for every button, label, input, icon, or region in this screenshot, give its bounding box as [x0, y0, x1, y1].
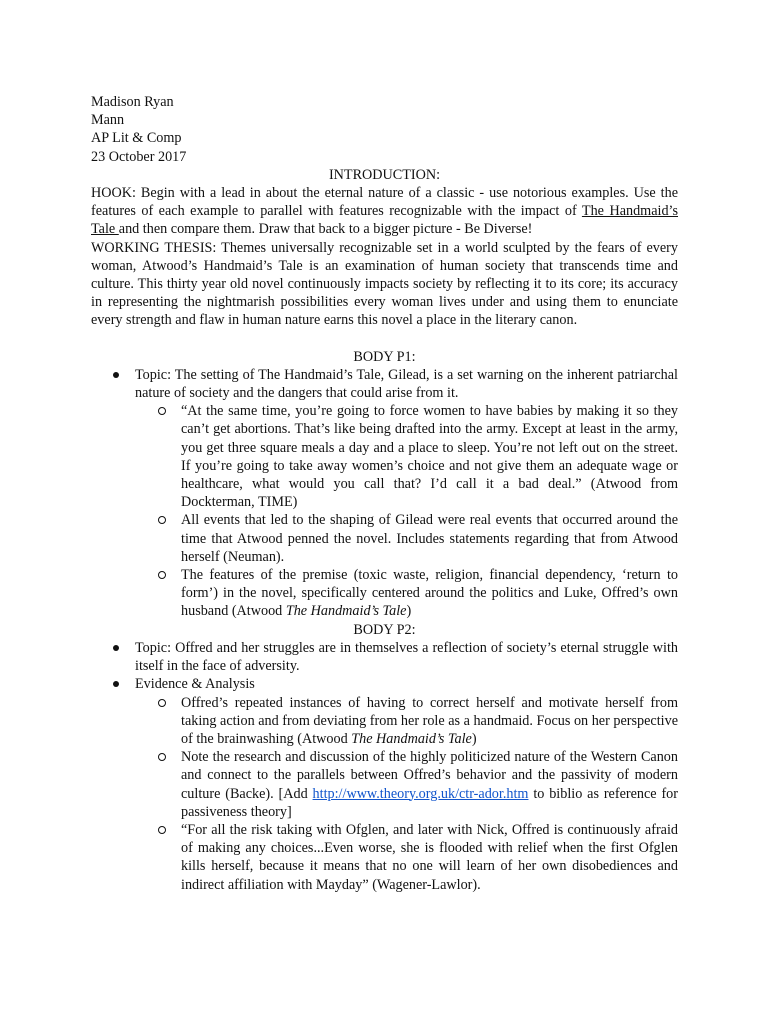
- teacher-name: Mann: [91, 112, 125, 129]
- body2-correction-text-a: Offred’s repeated instances of having to correct herself and motivate herself from taking action and from deviating from her role as a handmaid. Focus on her perspective of the brainwashing (Atwood: [181, 694, 678, 747]
- body2-canon-text-b: to biblio as reference for passiveness theory]: [181, 785, 678, 820]
- student-name: Madison Ryan: [91, 94, 174, 110]
- body2-topic: Topic: Offred and her struggles are in themselves a reflection of society’s eternal struggle with itself in the face of adversity.: [91, 639, 678, 675]
- body1-premise-book-title: The Handmaid’s Tale: [285, 603, 407, 620]
- body1-premise-text-b: ): [406, 603, 412, 620]
- hook-text-b: and then compare them. Draw that back to a bigger picture - Be Diverse!: [118, 221, 533, 238]
- body2-evidence-correction: [91, 694, 678, 749]
- document-date: 23 October 2017: [91, 148, 187, 165]
- body2-heading: BODY P2:: [353, 621, 416, 638]
- body1-heading: BODY P1:: [353, 348, 416, 365]
- body2-list: [91, 639, 678, 894]
- thesis-paragraph: WORKING THESIS: Themes universally recognizable set in a world sculpted by the fears of every woman, Atwood’s Handmaid’s Tale is an examination of human society that transcends time and culture. This thirty year old novel continuously impacts society by reflecting it to its core; its accuracy in representing the nightmarish possibilities every woman lives under and using them to enunciate every strength and flaw in human nature earns this novel a place in the literary canon.: [91, 239, 678, 329]
- course-name: AP Lit & Comp: [91, 130, 182, 147]
- body2-canon-text-a: Note the research and discussion of the highly politicized nature of the Western Canon and connect to the parallels between Offred’s behavior and the passivity of modern culture (Backe). [Add: [181, 749, 678, 802]
- hook-paragraph: [91, 184, 678, 239]
- body2-evidence-canon: [91, 748, 678, 821]
- document-body: [91, 93, 678, 894]
- hook-text-a: HOOK: Begin with a lead in about the eternal nature of a classic - use notorious examples. Use the features of each example to parallel with features recognizable with the impact of: [91, 185, 678, 220]
- theory-reference-link[interactable]: http://www.theory.org.uk/ctr-ador.htm: [312, 785, 529, 802]
- body2-correction-book-title: The Handmaid’s Tale: [351, 730, 472, 747]
- body1-evidence-events: All events that led to the shaping of Gilead were real events that occurred around the time that Atwood penned the novel. Includes statements regarding that from Atwood herself (Neuman).: [91, 511, 678, 566]
- body2-evidence-label: Evidence & Analysis: [91, 675, 678, 693]
- body1-list: [91, 366, 678, 621]
- body2-correction-text-b: ): [471, 730, 477, 747]
- paragraph-gap: [91, 330, 678, 348]
- body1-premise-text-a: The features of the premise (toxic waste, religion, financial dependency, ‘return to form’) in the novel, specifically centered around the politics and Luke, Offred’s own husband (Atwood: [181, 567, 678, 620]
- body1-quote: “At the same time, you’re going to force women to have babies by making it so they can’t get abortions. That’s like being drafted into the army. Except at least in the army, you get three square meals a day and a place to sleep. You’re not left out on the street. If you’re going to take away women’s choice and not give them an adequate wage or healthcare, what would you call that? I’d call it a bad deal.” (Atwood from Dockterman, TIME): [91, 402, 678, 511]
- body1-topic: Topic: The setting of The Handmaid’s Tale, Gilead, is a set warning on the inherent patriarchal nature of society and the dangers that could arise from it.: [91, 366, 678, 402]
- intro-heading: INTRODUCTION:: [328, 166, 441, 183]
- hook-book-title: The Handmaid’s Tale: [91, 203, 679, 238]
- body1-evidence-premise: [91, 566, 678, 621]
- body2-quote: “For all the risk taking with Ofglen, and later with Nick, Offred is continuously afraid of making any choices...Even worse, she is flooded with relief when the first Ofglen kills herself, because it means that no one will learn of her own disobediences and indirect affiliation with Mayday” (Wagener-Lawlor).: [91, 821, 678, 894]
